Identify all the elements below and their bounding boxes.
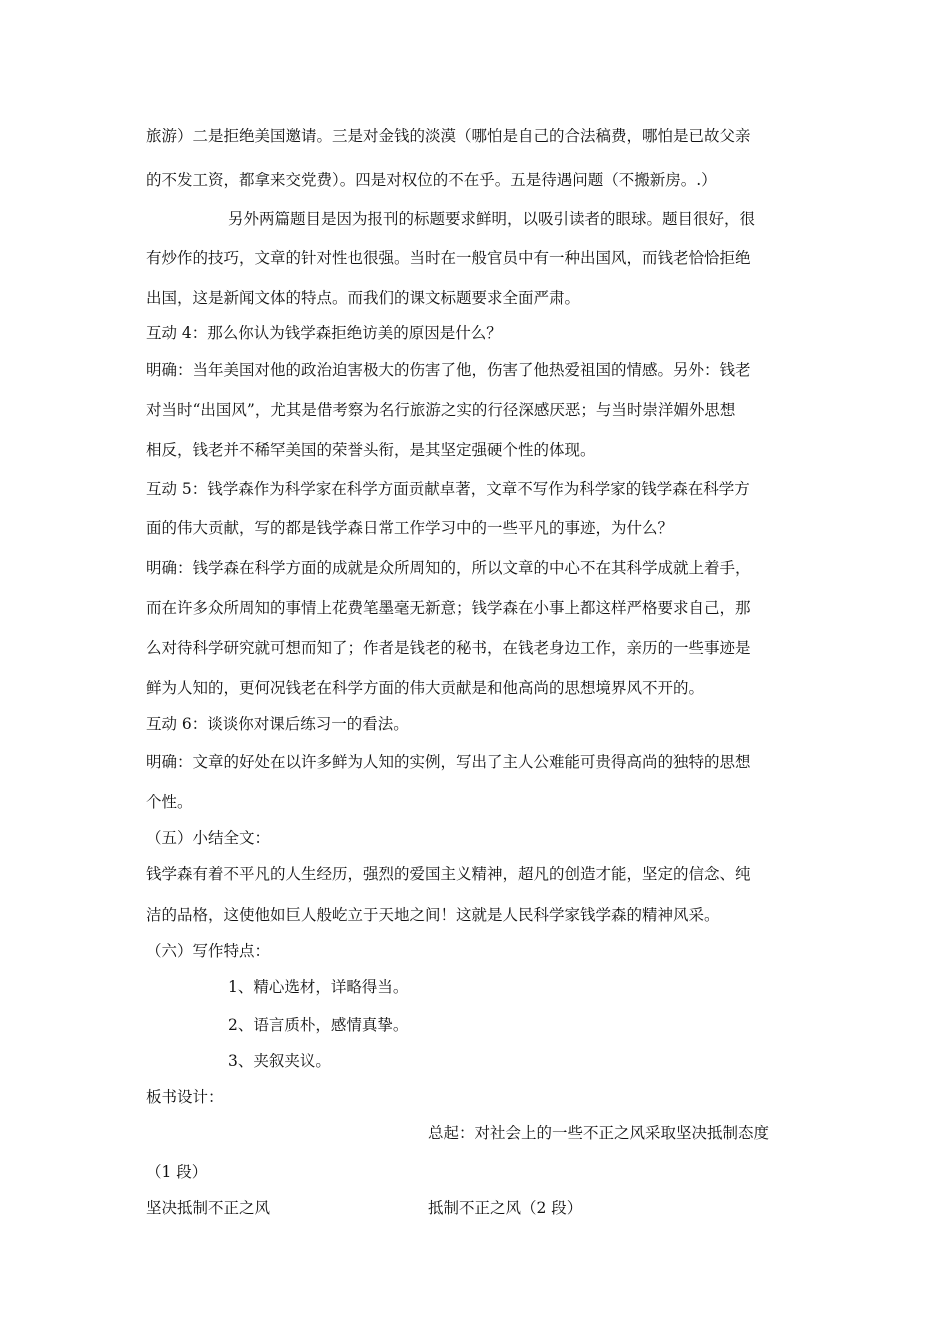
answer-line: 明确：钱学森在科学方面的成就是众所周知的，所以文章的中心不在其科学成就上着手， — [146, 559, 751, 577]
paragraph-line: 旅游）二是拒绝美国邀请。三是对金钱的淡漠（哪怕是自己的合法稿费，哪怕是已故父亲 — [146, 127, 751, 145]
section-heading: （五）小结全文： — [146, 829, 271, 847]
answer-line: 鲜为人知的，更何况钱老在科学方面的伟大贡献是和他高尚的思想境界风不开的。 — [146, 679, 705, 697]
answer-line: 个性。 — [146, 793, 193, 811]
summary-line: 钱学森有着不平凡的人生经历，强烈的爱国主义精神，超凡的创造才能，坚定的信念、纯 — [146, 865, 751, 883]
answer-line: 对当时“出国风”，尤其是借考察为名行旅游之实的行径深感厌恶；与当时崇洋媚外思想 — [146, 401, 736, 419]
answer-line: 么对待科学研究就可想而知了；作者是钱老的秘书，在钱老身边工作，亲历的一些事迹是 — [146, 639, 751, 657]
paragraph-line: 有炒作的技巧，文章的针对性也很强。当时在一般官员中有一种出国风，而钱老恰恰拒绝 — [146, 249, 751, 267]
question-line: 互动 6：谈谈你对课后练习一的看法。 — [146, 715, 409, 733]
answer-line: 明确：文章的好处在以许多鲜为人知的实例，写出了主人公难能可贵得高尚的独特的思想 — [146, 753, 751, 771]
paragraph-line: 另外两篇题目是因为报刊的标题要求鲜明，以吸引读者的眼球。题目很好，很 — [228, 210, 756, 228]
answer-line: 明确：当年美国对他的政治迫害极大的伤害了他，伤害了他热爱祖国的情感。另外：钱老 — [146, 361, 751, 379]
question-line: 互动 5：钱学森作为科学家在科学方面贡献卓著，文章不写作为科学家的钱学森在科学方 — [146, 480, 750, 498]
list-item: 2、语言质朴，感情真挚。 — [228, 1016, 409, 1034]
question-line: 互动 4：那么你认为钱学森拒绝访美的原因是什么？ — [146, 324, 502, 342]
board-design-heading: 板书设计： — [146, 1088, 224, 1106]
board-line: 坚决抵制不正之风 — [146, 1199, 271, 1217]
board-line: 抵制不正之风（2 段） — [428, 1199, 583, 1217]
answer-line: 相反，钱老并不稀罕美国的荣誉头衔，是其坚定强硬个性的体现。 — [146, 441, 596, 459]
list-item: 1、精心选材，详略得当。 — [228, 978, 409, 996]
summary-line: 洁的品格，这使他如巨人般屹立于天地之间！这就是人民科学家钱学森的精神风采。 — [146, 906, 720, 924]
list-item: 3、夹叙夹议。 — [228, 1052, 331, 1070]
board-line: （1 段） — [146, 1163, 208, 1181]
board-line: 总起：对社会上的一些不正之风采取坚决抵制态度 — [428, 1124, 770, 1142]
answer-line: 而在许多众所周知的事情上花费笔墨毫无新意；钱学森在小事上都这样严格要求自己，那 — [146, 599, 751, 617]
question-line: 面的伟大贡献，写的都是钱学森日常工作学习中的一些平凡的事迹，为什么？ — [146, 519, 674, 537]
section-heading: （六）写作特点： — [146, 942, 271, 960]
paragraph-line: 出国，这是新闻文体的特点。而我们的课文标题要求全面严肃。 — [146, 289, 581, 307]
paragraph-line: 的不发工资，都拿来交党费）。四是对权位的不在乎。五是待遇问题（不搬新房。.） — [146, 171, 717, 189]
